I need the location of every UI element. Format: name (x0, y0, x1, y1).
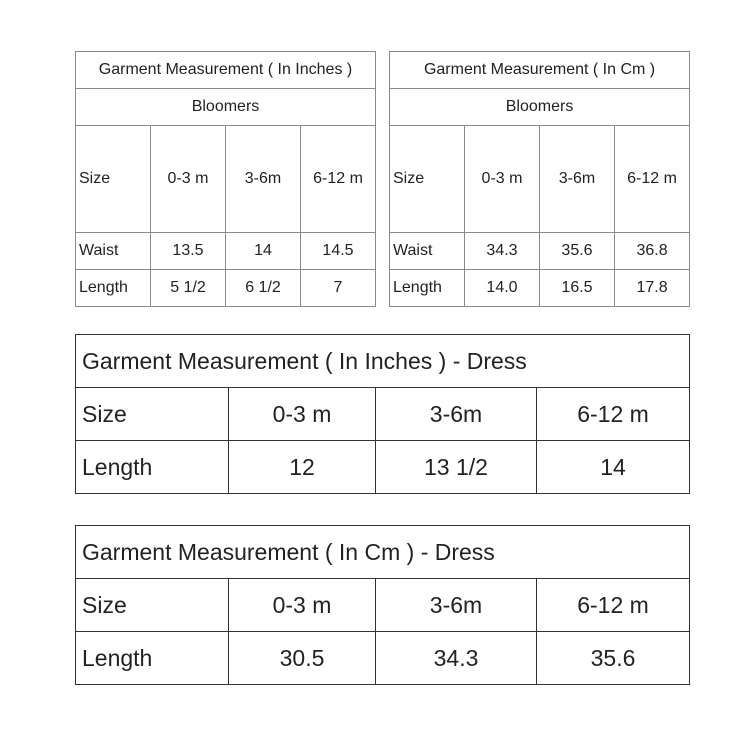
header-cell: 0-3 m (465, 126, 540, 233)
value-cell: 17.8 (615, 270, 690, 307)
header-cell: 6-12 m (537, 388, 690, 441)
table-title: Garment Measurement ( In Cm ) - Dress (76, 526, 690, 579)
header-cell: Size (76, 126, 151, 233)
table-title-row (76, 52, 376, 89)
header-cell: 3-6m (376, 388, 537, 441)
table-title: Garment Measurement ( In Inches ) (76, 52, 376, 89)
row-label-cell: Length (390, 270, 465, 307)
table-subtitle-row (76, 89, 376, 126)
header-cell: 0-3 m (229, 579, 376, 632)
table-row (76, 632, 690, 685)
table-row (76, 233, 376, 270)
value-cell: 13.5 (151, 233, 226, 270)
header-cell: 0-3 m (229, 388, 376, 441)
value-cell: 13 1/2 (376, 441, 537, 494)
value-cell: 14 (537, 441, 690, 494)
table-subtitle: Bloomers (76, 89, 376, 126)
table-title-row (390, 52, 690, 89)
value-cell: 6 1/2 (226, 270, 301, 307)
table-title: Garment Measurement ( In Cm ) (390, 52, 690, 89)
dress-cm-table (75, 525, 690, 685)
header-cell: 3-6m (226, 126, 301, 233)
bloomers-inches-table (75, 51, 376, 307)
header-cell: Size (76, 579, 229, 632)
table-row (76, 441, 690, 494)
table-header-row (76, 579, 690, 632)
value-cell: 30.5 (229, 632, 376, 685)
value-cell: 5 1/2 (151, 270, 226, 307)
row-label-cell: Waist (390, 233, 465, 270)
table-title: Garment Measurement ( In Inches ) - Dress (76, 335, 690, 388)
value-cell: 35.6 (540, 233, 615, 270)
table-row (390, 233, 690, 270)
header-cell: 6-12 m (301, 126, 376, 233)
value-cell: 14 (226, 233, 301, 270)
table-row (390, 270, 690, 307)
table-title-row (76, 526, 690, 579)
value-cell: 12 (229, 441, 376, 494)
table-header-row (76, 126, 376, 233)
table-subtitle-row (390, 89, 690, 126)
row-label-cell: Length (76, 632, 229, 685)
header-cell: Size (76, 388, 229, 441)
table-header-row (390, 126, 690, 233)
value-cell: 35.6 (537, 632, 690, 685)
header-cell: 6-12 m (615, 126, 690, 233)
header-cell: Size (390, 126, 465, 233)
table-subtitle: Bloomers (390, 89, 690, 126)
header-cell: 3-6m (540, 126, 615, 233)
table-title-row (76, 335, 690, 388)
row-label-cell: Length (76, 270, 151, 307)
header-cell: 3-6m (376, 579, 537, 632)
table-header-row (76, 388, 690, 441)
value-cell: 16.5 (540, 270, 615, 307)
dress-inches-table (75, 334, 690, 494)
value-cell: 34.3 (376, 632, 537, 685)
bloomers-cm-table (389, 51, 690, 307)
value-cell: 34.3 (465, 233, 540, 270)
value-cell: 14.5 (301, 233, 376, 270)
row-label-cell: Length (76, 441, 229, 494)
value-cell: 36.8 (615, 233, 690, 270)
row-label-cell: Waist (76, 233, 151, 270)
value-cell: 14.0 (465, 270, 540, 307)
value-cell: 7 (301, 270, 376, 307)
header-cell: 6-12 m (537, 579, 690, 632)
header-cell: 0-3 m (151, 126, 226, 233)
table-row (76, 270, 376, 307)
